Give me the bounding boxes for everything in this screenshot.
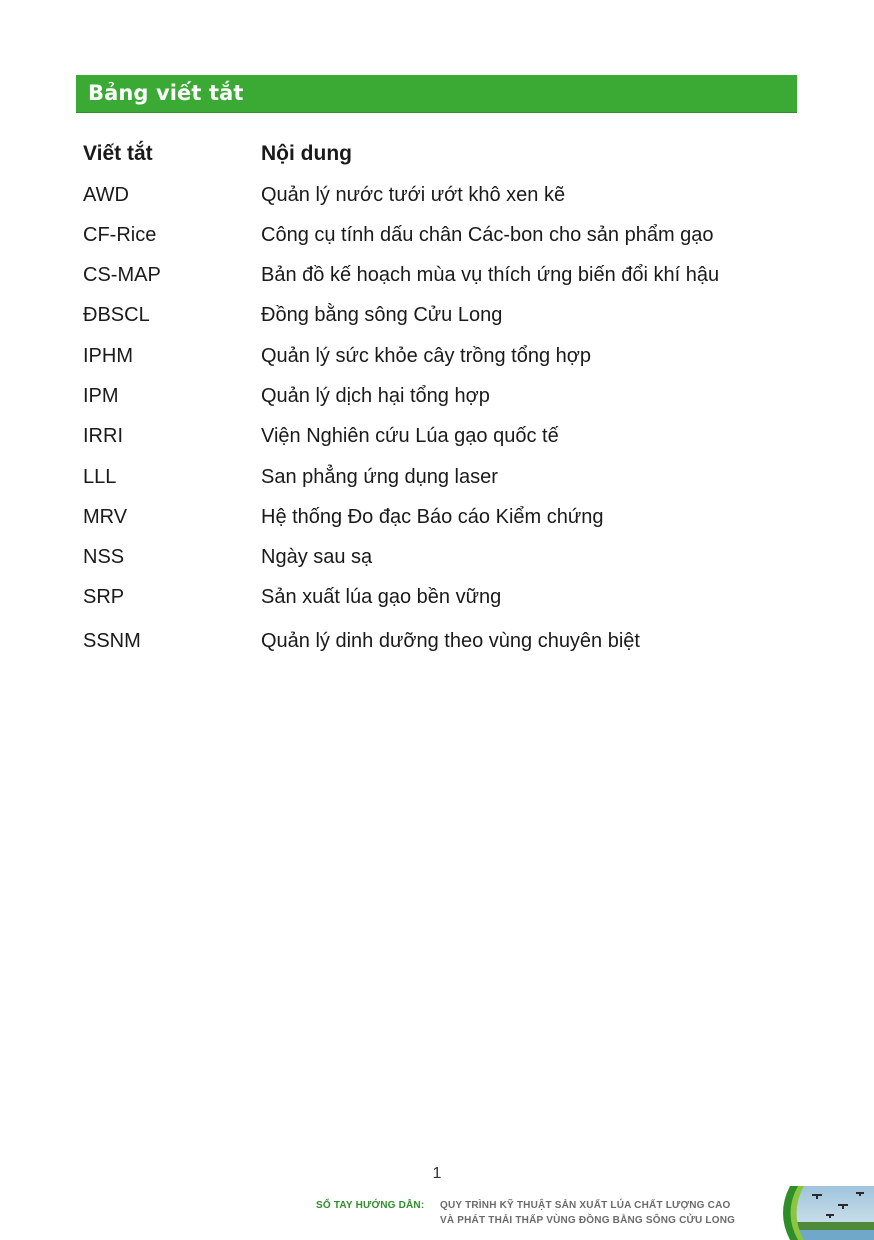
footer-label: SỔ TAY HƯỚNG DẪN:: [316, 1200, 425, 1211]
table-row: [0, 181, 874, 211]
row-abbr: IPM: [83, 385, 119, 407]
row-abbr: ĐBSCL: [83, 304, 150, 326]
rice-field-drone-illustration: [776, 1186, 874, 1240]
footer-title-line-2: VÀ PHÁT THẢI THẤP VÙNG ĐỒNG BẰNG SÔNG CỬU LONG: [440, 1215, 736, 1226]
row-desc: Bản đồ kế hoạch mùa vụ thích ứng biến đổi khí hậu: [261, 264, 720, 286]
table-row: [0, 627, 874, 657]
table-row: [0, 301, 874, 331]
footer-title-line-1: QUY TRÌNH KỸ THUẬT SẢN XUẤT LÚA CHẤT LƯỢNG CAO: [440, 1200, 731, 1211]
table-row: [0, 543, 874, 573]
page-number: 1: [432, 1165, 442, 1182]
row-abbr: IRRI: [83, 425, 123, 447]
table-row: [0, 463, 874, 493]
row-abbr: CF-Rice: [83, 224, 157, 246]
table-row: [0, 342, 874, 372]
cover-thumbnail-image: [776, 1186, 874, 1240]
row-desc: San phẳng ứng dụng laser: [261, 466, 498, 488]
row-abbr: SRP: [83, 586, 125, 608]
row-abbr: CS-MAP: [83, 264, 161, 286]
row-abbr: SSNM: [83, 630, 141, 652]
table-row: [0, 503, 874, 533]
section-title: Bảng viết tắt: [88, 81, 244, 105]
section-banner: [76, 75, 797, 113]
row-abbr: MRV: [83, 506, 128, 528]
table-row: [0, 422, 874, 452]
row-desc: Ngày sau sạ: [261, 546, 373, 568]
row-desc: Quản lý dịch hại tổng hợp: [261, 385, 490, 407]
table-row: [0, 382, 874, 412]
table-row: [0, 261, 874, 291]
header-desc: Nội dung: [261, 142, 352, 165]
row-desc: Quản lý sức khỏe cây trồng tổng hợp: [261, 345, 592, 367]
row-abbr: AWD: [83, 184, 129, 206]
table-row: [0, 221, 874, 251]
row-desc: Quản lý nước tưới ướt khô xen kẽ: [261, 184, 566, 206]
row-desc: Hệ thống Đo đạc Báo cáo Kiểm chứng: [261, 506, 604, 528]
row-abbr: NSS: [83, 546, 125, 568]
row-desc: Sản xuất lúa gạo bền vững: [261, 586, 502, 608]
table-header: [0, 140, 874, 170]
header-abbr: Viết tắt: [83, 142, 153, 165]
row-abbr: LLL: [83, 466, 117, 488]
table-row: [0, 583, 874, 613]
row-desc: Công cụ tính dấu chân Các-bon cho sản phẩm gạo: [261, 224, 714, 246]
row-desc: Đồng bằng sông Cửu Long: [261, 304, 503, 326]
row-desc: Quản lý dinh dưỡng theo vùng chuyên biệt: [261, 630, 640, 652]
row-abbr: IPHM: [83, 345, 133, 367]
row-desc: Viện Nghiên cứu Lúa gạo quốc tế: [261, 425, 559, 447]
